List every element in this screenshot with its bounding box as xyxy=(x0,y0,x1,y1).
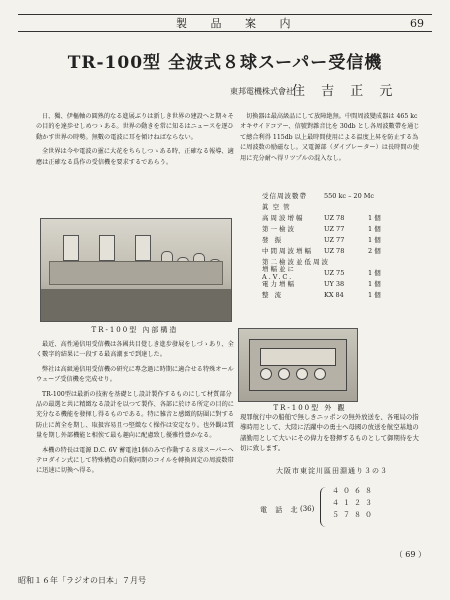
footer-source: 昭和１６年「ラジオの日本」７月号 xyxy=(18,576,146,585)
spec-count: 1 個 xyxy=(368,280,381,288)
spec-tube-heading xyxy=(262,201,412,212)
left-column xyxy=(36,112,236,172)
knob-shape xyxy=(314,368,326,380)
dial-window xyxy=(260,348,336,366)
spec-name: 第一檢波 xyxy=(262,225,296,233)
spec-header-row xyxy=(262,190,412,201)
coil-shape xyxy=(99,235,115,261)
footer-page-number: （ 69 ） xyxy=(394,550,426,559)
company-address: 大阪市東淀川區田淵通り３の３ xyxy=(276,467,388,475)
spec-row xyxy=(262,245,412,256)
spec-count: 1 個 xyxy=(368,236,381,244)
spec-row xyxy=(262,212,412,223)
right-paragraph: 切換器は最高級品にして放障絶無。中間周波變成器は 465 kc オキサイドコアー、信號對雜音比を 30db とし各周波數帶を通じて總合利得 115db 以上最時間使用による温度上昇を防止する為に周波数の励磁なし。又電源部（ダイブレーター）は長時間の使用に充分耐へ得リツプルの混入なし。 xyxy=(240,113,420,162)
intro-paragraph: 日、獨、伊樞軸の圓熟的なる進展ぶりは新しき世界の建設へと期々その目的を達歩せしめつゝある。世界の動きを常に知るはニュースを逐ひ動かす世界の時勢。無數の電波に耳を傾けねばならない。 xyxy=(36,113,234,141)
spec-row xyxy=(262,234,412,245)
phone-label: 電 話 北 xyxy=(260,506,301,514)
spec-name: 增幅並に A.V.C. xyxy=(262,265,296,281)
article-title: TR-100型 全波式８球スーパー受信機 xyxy=(67,53,383,73)
external-photo-caption: TR-100型 外 觀 xyxy=(273,404,347,412)
right-column xyxy=(240,112,422,168)
spec-name: 高周波增幅 xyxy=(262,214,305,222)
phone-brace xyxy=(320,487,327,527)
spec-tube: UZ 78 xyxy=(324,213,345,222)
author-name: 住 吉 正 元 xyxy=(292,84,399,99)
spec-tube: UZ 77 xyxy=(324,224,345,233)
spec-row xyxy=(262,278,412,289)
phone-area-code: (36) xyxy=(300,505,315,513)
spec-name: 發 振 xyxy=(262,236,284,244)
body-paragraph: TR-100型は最新の技術を基礎とし設計製作するものにして材質部分品の最選と共に精緻なる設計を以つて製作、各部に於ける所定の目的に充分なる機能を發揮し得るものである。特に雑音と感緻的防圍に對する防止に萬全を期し、取扱容易且つ堅緻なく操作は安定なり。也外觀は質量を期し外部機能と相俟て最も趣向に配慮致し優雅性豊かなる。 xyxy=(36,390,234,440)
spec-count: 1 個 xyxy=(368,269,381,277)
left-column-body xyxy=(36,340,236,481)
phone-number: ４０６８ xyxy=(332,487,376,495)
closing-paragraph: 現罪航行中の船舶で無しきニッポンの無外放送を、各電局の指導時用として、大陸に活躍中の勇士へ母國の放送を航空基地の諸勤用として大いにその偉力を發揮するものとして御期待を大切に致します。 xyxy=(240,413,419,453)
coil-shape xyxy=(63,235,79,261)
external-view-photo xyxy=(238,328,358,402)
spec-header-label: 受信周波數帶 xyxy=(262,192,307,200)
spec-tube: KX 84 xyxy=(324,290,344,299)
internal-photo-caption: TR-100型 內部構造 xyxy=(91,326,179,334)
spec-header-value: 550 kc – 20 Mc xyxy=(324,191,375,200)
phone-number: ４１２３ xyxy=(332,499,376,507)
coil-shape xyxy=(135,235,151,261)
body-paragraph: 本機の特長は電源 D.C. 6V 蓄電池1個のみで作動する８球スーパーヘテロダイン式にして特殊構造の自動同期のコイルを轉換固定の周波数帯に迅速に切換へ得る。 xyxy=(36,446,234,475)
page-header xyxy=(18,14,432,32)
spec-name: 整 流 xyxy=(262,291,284,299)
spec-tube: UZ 75 xyxy=(324,268,345,277)
tube-heading-label: 眞 空 管 xyxy=(262,203,291,211)
knob-shape xyxy=(278,368,290,380)
spec-name: 第二檢波並低周波 xyxy=(262,258,330,266)
author-company: 東邦電機株式會社 xyxy=(230,87,294,96)
phone-numbers xyxy=(332,485,376,521)
knob-shape xyxy=(296,368,308,380)
spec-name: 電力增幅 xyxy=(262,280,296,288)
body-paragraph: 最近、高性通信用受信機は各國共目覺しき進步發展をしづゝあり、全く數字的結果に一段する最高潮まで到達した。 xyxy=(36,341,234,359)
spec-table xyxy=(262,190,412,300)
spec-count: 2 個 xyxy=(368,247,381,255)
spec-count: 1 個 xyxy=(368,291,381,299)
phone-number: ５７８０ xyxy=(332,511,376,519)
section-label: 製 品 案 内 xyxy=(176,17,301,30)
spec-row xyxy=(262,223,412,234)
receiver-cabinet xyxy=(249,339,347,391)
spec-row xyxy=(262,265,412,281)
spec-count: 1 個 xyxy=(368,225,381,233)
spec-row xyxy=(262,289,412,300)
header-page-number: 69 xyxy=(410,16,424,30)
spec-tube: UY 38 xyxy=(324,279,345,288)
knob-shape xyxy=(260,368,272,380)
chassis-front xyxy=(41,289,231,321)
internal-structure-photo xyxy=(40,218,232,322)
body-paragraph: 弊社は高級通信用受信機の研究に專念過に時期に適合せる特殊オールウェーブ受信機を完成せり。 xyxy=(36,365,234,384)
spec-tube: UZ 77 xyxy=(324,235,345,244)
spec-tube: UZ 78 xyxy=(324,246,345,255)
spec-count: 1 個 xyxy=(368,214,381,222)
chassis-deck xyxy=(49,261,223,285)
spec-name: 中間周波增幅 xyxy=(262,247,313,255)
intro-paragraph: 全世界は今や電波の靈に大花をちらしつゝある時、正確なる報導、適應は正確なる爲作の受信機を要求するであらう。 xyxy=(36,148,234,166)
